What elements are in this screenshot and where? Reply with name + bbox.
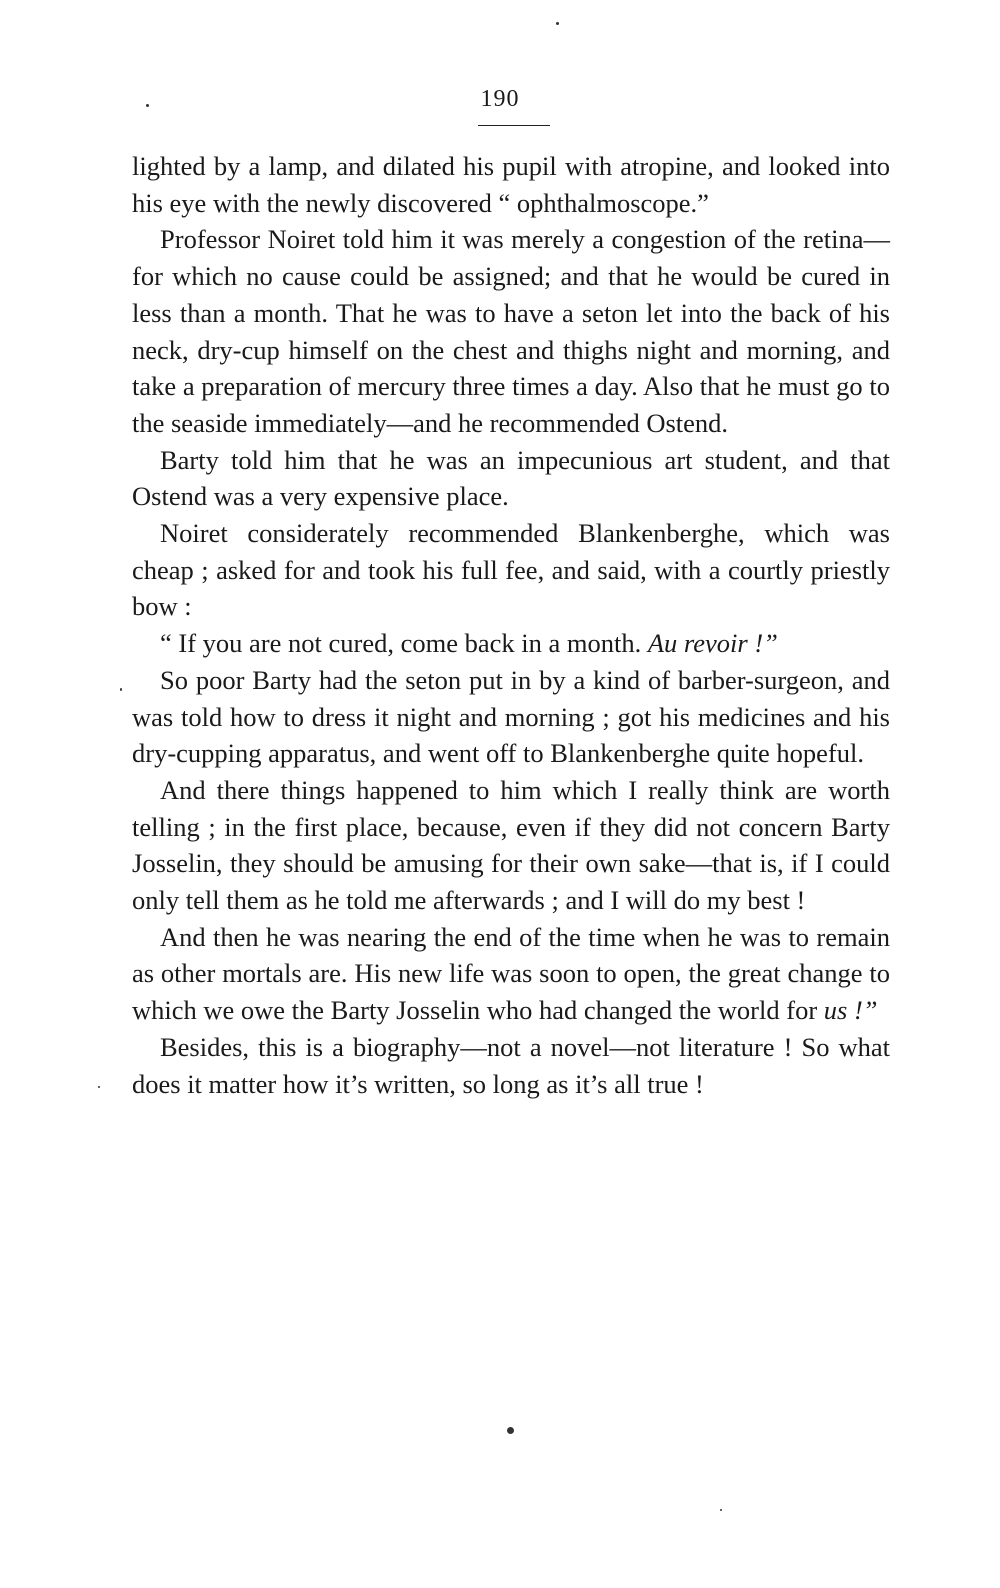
paragraph-6-text: So poor Barty had the seton put in by a kind of barber-surgeon, and was told how to dress it night and morning ; got his medicines and his dry-cupping apparatus, and went off to Blankenberghe quite hopeful. — [132, 664, 890, 769]
paragraph-8-italic: us !” — [823, 995, 878, 1026]
print-speck-margin-lower — [98, 1086, 100, 1088]
paragraph-3 — [132, 442, 890, 515]
print-speck-top — [556, 22, 559, 25]
header-rule — [478, 125, 550, 126]
paragraph-1 — [132, 148, 890, 221]
paragraph-9 — [132, 1029, 890, 1102]
print-speck-bottom — [720, 1509, 722, 1511]
paragraph-9-text: Besides, this is a biography—not a novel—not literature ! So what does it matter how it’s written, so long as it’s all true ! — [132, 1031, 890, 1099]
print-speck-left — [146, 104, 149, 107]
body-text — [132, 148, 890, 1102]
paragraph-6 — [132, 662, 890, 772]
print-speck-margin — [120, 688, 122, 691]
paragraph-5 — [132, 625, 890, 662]
paragraph-4-text: Noiret considerately recommended Blankenberghe, which was cheap ; asked for and took his full fee, and said, with a courtly priestly bow : — [132, 518, 890, 622]
paragraph-7-text: And there things happened to him which I really think are worth telling ; in the first place, because, even if they did not concern Barty Josselin, they should be amusing for their own sake—that is, if I could only tell them as he told me afterwards ; and I will do my best ! — [132, 774, 890, 916]
paragraph-4 — [132, 515, 890, 625]
paragraph-8-text: And then he was nearing the end of the time when he was to remain as other mortals are. His new life was soon to open, the great change to which we owe the Barty Josselin who had changed the world for — [132, 921, 890, 1026]
paragraph-5-italic: Au revoir !” — [647, 628, 778, 659]
paragraph-8 — [132, 919, 890, 1029]
paragraph-2 — [132, 221, 890, 441]
paragraph-1-text: lighted by a lamp, and dilated his pupil with atropine, and looked into his eye with the newly discovered “ ophthalmoscope.” — [132, 151, 890, 218]
paragraph-2-text: Professor Noiret told him it was merely a congestion of the retina—for which no cause could be assigned; and that he would be cured in less than a month. That he was to have a seton let into the back of his neck, dry-cup himself on the chest and thighs night and morning, and take a preparation of mercury three times a day. Also that he must go to the seaside immediately—and he recommended Ostend. — [132, 224, 890, 438]
print-dot-end — [507, 1427, 514, 1434]
paragraph-3-text: Barty told him that he was an impecunious art student, and that Ostend was a very expensive place. — [132, 444, 890, 512]
paragraph-7 — [132, 772, 890, 919]
page-number: 190 — [480, 86, 520, 112]
paragraph-5-text: “ If you are not cured, come back in a month. — [160, 628, 642, 659]
